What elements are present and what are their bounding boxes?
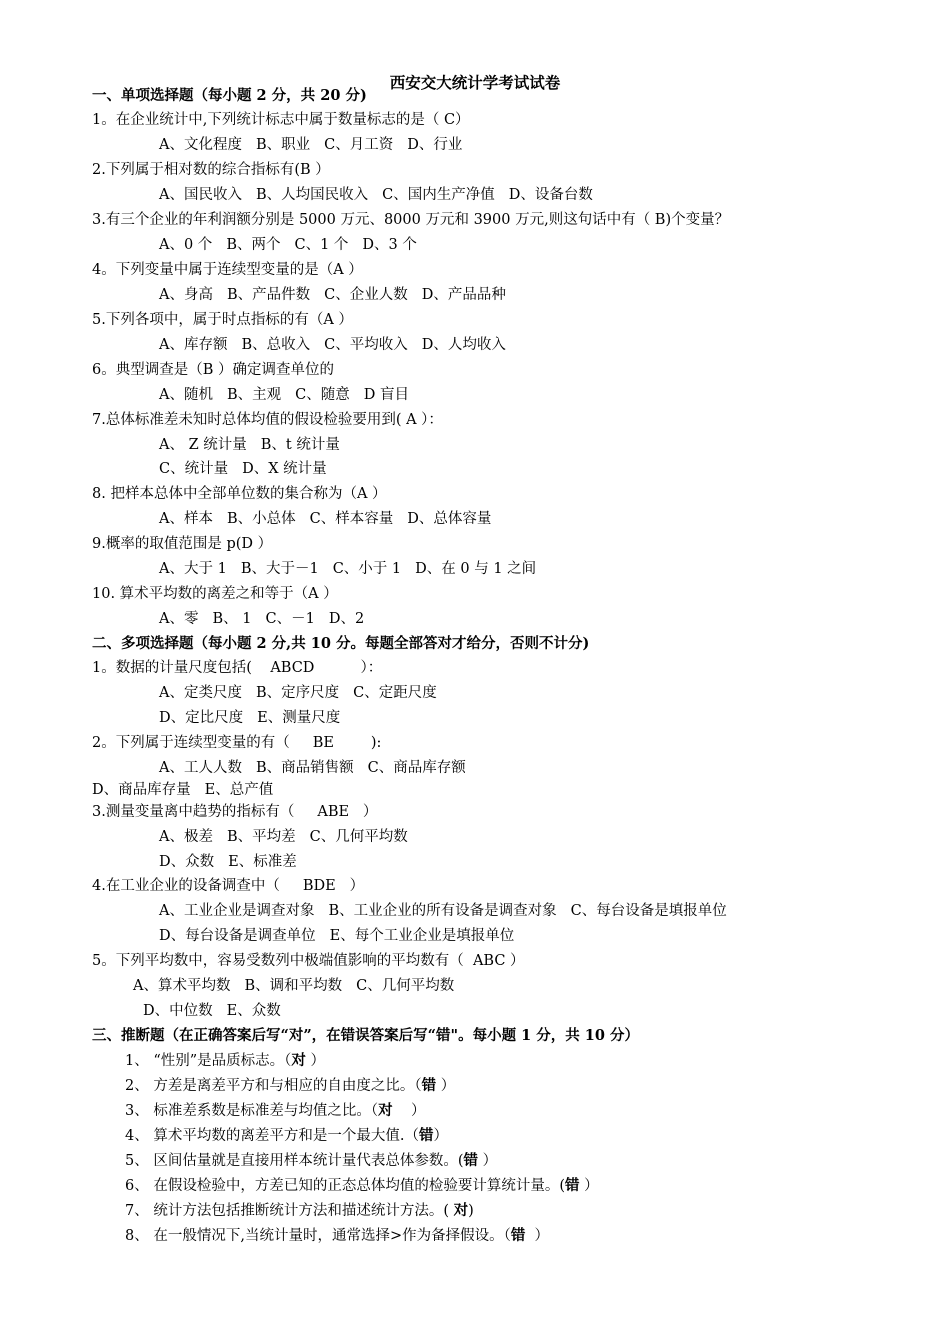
answer-option: C、平均收入 bbox=[324, 337, 408, 353]
statement-text: 1、 “性别”是品质标志。（ bbox=[125, 1053, 292, 1069]
question-line bbox=[92, 209, 729, 231]
line-text: 3.测量变量离中趋势的指标有（ ABE ） bbox=[92, 804, 378, 820]
answer-option: E、每个工业企业是填报单位 bbox=[329, 928, 515, 944]
line-text: 7.总体标准差未知时总体均值的假设检验要用到( A ）： bbox=[92, 412, 443, 428]
statement-text: ） bbox=[392, 1103, 426, 1119]
question-line bbox=[159, 434, 354, 456]
line-text: 4.在工业企业的设备调查中（ BDE ） bbox=[92, 878, 365, 894]
question-line bbox=[92, 409, 443, 431]
answer-option: B、主观 bbox=[226, 387, 282, 403]
answer-option: C、样本容量 bbox=[309, 511, 394, 527]
question-line bbox=[92, 483, 387, 505]
question-line bbox=[92, 359, 334, 381]
answer-option: D 盲目 bbox=[363, 387, 409, 403]
answer-option: B、调和平均数 bbox=[244, 978, 343, 994]
question-line bbox=[159, 757, 480, 779]
section-heading bbox=[92, 633, 589, 655]
answer-option: D、每台设备是调查单位 bbox=[159, 928, 316, 944]
line-text: 2.下列属于相对数的综合指标有(B ） bbox=[92, 162, 330, 178]
answer-option: D、定比尺度 bbox=[159, 710, 244, 726]
answer-option: E、众数 bbox=[226, 1003, 281, 1019]
answer-option: C、商品库存额 bbox=[367, 760, 466, 776]
question-line bbox=[92, 875, 364, 897]
question-line bbox=[92, 159, 330, 181]
question-line bbox=[159, 284, 520, 306]
answer-option: A、随机 bbox=[159, 387, 213, 403]
answer-option: A、样本 bbox=[159, 511, 213, 527]
answer-option: D、商品库存量 bbox=[92, 782, 191, 798]
question-line bbox=[159, 707, 354, 729]
question-line bbox=[159, 234, 431, 256]
answer-option: A、大于 1 bbox=[159, 561, 227, 577]
line-text: 1。在企业统计中,下列统计标志中属于数量标志的是（ C） bbox=[92, 112, 470, 128]
line-text: 二、多项选择题（每小题 2 分,共 10 分。每题全部答对才给分，否则不计分) bbox=[92, 635, 590, 652]
answer-option: B、两个 bbox=[226, 237, 281, 253]
answer-option: D、总体容量 bbox=[407, 511, 492, 527]
question-line bbox=[133, 975, 468, 997]
question-line bbox=[159, 682, 451, 704]
question-line bbox=[159, 558, 550, 580]
answer-option: B、职业 bbox=[255, 137, 311, 153]
answer-option: B、商品销售额 bbox=[255, 760, 354, 776]
answer-option: B、总收入 bbox=[241, 337, 311, 353]
line-text: 1。数据的计量尺度包括( ABCD ）： bbox=[92, 660, 383, 676]
answer-option: B、小总体 bbox=[226, 511, 296, 527]
answer-option: A、定类尺度 bbox=[159, 685, 242, 701]
question-line bbox=[125, 1125, 448, 1147]
line-text: 5.下列各项中，属于时点指标的有（A ） bbox=[92, 312, 353, 328]
statement-text: 4、 算术平均数的离差平方和是一个最大值.（ bbox=[125, 1128, 419, 1144]
line-text: 三、推断题（在正确答案后写“对”，在错误答案后写“错"。每小题 1 分，共 10 分） bbox=[92, 1027, 640, 1044]
question-line bbox=[159, 184, 607, 206]
statement-text: 2、 方差是离差平方和与相应的自由度之比。（ bbox=[125, 1078, 422, 1094]
statement-text: 5、 区间估量就是直接用样本统计量代表总体参数。( bbox=[125, 1153, 464, 1169]
answer-option: E、标准差 bbox=[228, 854, 297, 870]
answer-option: D、产品品种 bbox=[421, 287, 506, 303]
question-line bbox=[125, 1200, 474, 1222]
answer-option: A、身高 bbox=[159, 287, 213, 303]
answer-option: A、国民收入 bbox=[159, 187, 242, 203]
answer-option: C、国内生产净值 bbox=[382, 187, 495, 203]
line-text: 4。下列变量中属于连续型变量的是（A ） bbox=[92, 262, 363, 278]
answer-option: C、企业人数 bbox=[324, 287, 408, 303]
answer-option: C、－1 bbox=[265, 611, 315, 627]
answer-option: B、平均差 bbox=[226, 829, 296, 845]
line-text: 一、单项选择题（每小题 2 分，共 20 分) bbox=[92, 87, 367, 104]
question-line bbox=[143, 1000, 295, 1022]
line-text: 8. 把样本总体中全部单位数的集合称为（A ） bbox=[92, 486, 387, 502]
statement-text: 8、 在一般情况下,当统计量时，通常选择>作为备择假设。（ bbox=[125, 1228, 511, 1244]
question-line bbox=[159, 608, 378, 630]
answer-option: C、月工资 bbox=[324, 137, 394, 153]
answer-option: A、工业企业是调查对象 bbox=[159, 903, 315, 919]
line-text: 10. 算术平均数的离差之和等于（A ） bbox=[92, 586, 338, 602]
question-line bbox=[92, 583, 338, 605]
answer-option: C、统计量 bbox=[159, 461, 229, 477]
answer-option: B、定序尺度 bbox=[255, 685, 340, 701]
question-line bbox=[125, 1100, 426, 1122]
answer-option: B、t 统计量 bbox=[260, 437, 340, 453]
answer-option: E、总产值 bbox=[204, 782, 274, 798]
answer-option: A、工人人数 bbox=[159, 760, 242, 776]
question-line bbox=[125, 1175, 599, 1197]
answer-option: A、文化程度 bbox=[159, 137, 242, 153]
line-text: 3.有三个企业的年利润额分别是 5000 万元、8000 万元和 3900 万元,则这句话中有（ B)个变量？ bbox=[92, 212, 730, 228]
answer-option: C、随意 bbox=[295, 387, 350, 403]
statement-text: ） bbox=[579, 1178, 599, 1194]
answer-option: A、极差 bbox=[159, 829, 213, 845]
question-line bbox=[159, 334, 520, 356]
question-line bbox=[125, 1075, 455, 1097]
statement-text: ） bbox=[436, 1078, 456, 1094]
answer-mark: 错 bbox=[421, 1077, 437, 1094]
answer-mark: 对 bbox=[453, 1202, 469, 1219]
statement-text: ） bbox=[433, 1128, 448, 1144]
answer-option: C、每台设备是填报单位 bbox=[570, 903, 727, 919]
answer-option: B、大于－1 bbox=[240, 561, 319, 577]
answer-option: A、0 个 bbox=[159, 237, 213, 253]
answer-option: D、人均收入 bbox=[421, 337, 506, 353]
answer-option: D、行业 bbox=[407, 137, 463, 153]
question-line bbox=[159, 851, 311, 873]
question-line bbox=[92, 109, 470, 131]
answer-option: D、设备台数 bbox=[508, 187, 593, 203]
answer-option: C、定距尺度 bbox=[353, 685, 437, 701]
question-line bbox=[159, 458, 341, 480]
question-line bbox=[125, 1050, 325, 1072]
question-line bbox=[92, 259, 363, 281]
statement-text: 7、 统计方法包括推断统计方法和描述统计方法。( bbox=[125, 1203, 454, 1219]
line-text: 2。下列属于连续型变量的有（ BE ): bbox=[92, 735, 382, 751]
answer-option: B、工业企业的所有设备是调查对象 bbox=[328, 903, 557, 919]
answer-option: E、测量尺度 bbox=[257, 710, 341, 726]
line-text: 5。下列平均数中，容易受数列中极端值影响的平均数有（ ABC ） bbox=[92, 953, 525, 969]
statement-text: 3、 标准差系数是标准差与均值之比。（ bbox=[125, 1103, 379, 1119]
question-line bbox=[92, 533, 272, 555]
question-line bbox=[159, 134, 476, 156]
question-line bbox=[159, 900, 741, 922]
answer-option: C、小于 1 bbox=[332, 561, 402, 577]
answer-option: B、 1 bbox=[212, 611, 252, 627]
answer-mark: 对 bbox=[291, 1052, 306, 1069]
answer-mark: 错 bbox=[463, 1152, 478, 1169]
answer-option: D、3 个 bbox=[362, 237, 417, 253]
answer-option: A、库存额 bbox=[159, 337, 228, 353]
question-line bbox=[92, 657, 382, 679]
question-line bbox=[92, 309, 353, 331]
answer-mark: 错 bbox=[418, 1127, 434, 1144]
answer-mark: 对 bbox=[378, 1102, 393, 1119]
question-line bbox=[125, 1225, 549, 1247]
statement-text: ） bbox=[525, 1228, 550, 1244]
answer-option: A、 Z 统计量 bbox=[159, 437, 247, 453]
answer-option: D、X 统计量 bbox=[242, 461, 327, 477]
section-heading bbox=[92, 85, 367, 107]
answer-option: D、2 bbox=[328, 611, 365, 627]
exam-title: 西安交大统计学考试试卷 bbox=[389, 73, 561, 92]
line-text: 9.概率的取值范围是 p(D ） bbox=[92, 536, 273, 552]
answer-option: D、众数 bbox=[159, 854, 215, 870]
question-line bbox=[125, 1150, 497, 1172]
answer-option: B、人均国民收入 bbox=[255, 187, 369, 203]
section-heading bbox=[92, 1025, 639, 1047]
answer-option: D、中位数 bbox=[143, 1003, 213, 1019]
question-line bbox=[92, 732, 381, 754]
answer-option: A、零 bbox=[159, 611, 199, 627]
statement-text: ） bbox=[305, 1053, 326, 1069]
answer-option: B、产品件数 bbox=[226, 287, 311, 303]
answer-mark: 错 bbox=[510, 1227, 526, 1244]
question-line bbox=[159, 925, 528, 947]
question-line bbox=[92, 950, 525, 972]
answer-mark: 错 bbox=[565, 1177, 580, 1194]
question-line bbox=[159, 826, 422, 848]
statement-text: 6、 在假设检验中，方差已知的正态总体均值的检验要计算统计量。( bbox=[125, 1178, 565, 1194]
answer-option: C、几何平均数 bbox=[309, 829, 408, 845]
answer-option: D、在 0 与 1 之间 bbox=[415, 561, 537, 577]
answer-option: C、1 个 bbox=[294, 237, 349, 253]
statement-text: ) bbox=[468, 1203, 474, 1219]
line-text: 6。典型调查是（B ）确定调查单位的 bbox=[92, 362, 334, 378]
question-line bbox=[92, 801, 377, 823]
question-line bbox=[159, 384, 423, 406]
statement-text: ） bbox=[478, 1153, 498, 1169]
question-line bbox=[159, 508, 505, 530]
answer-option: A、算术平均数 bbox=[133, 978, 231, 994]
answer-option: C、几何平均数 bbox=[356, 978, 455, 994]
question-line bbox=[92, 779, 287, 801]
